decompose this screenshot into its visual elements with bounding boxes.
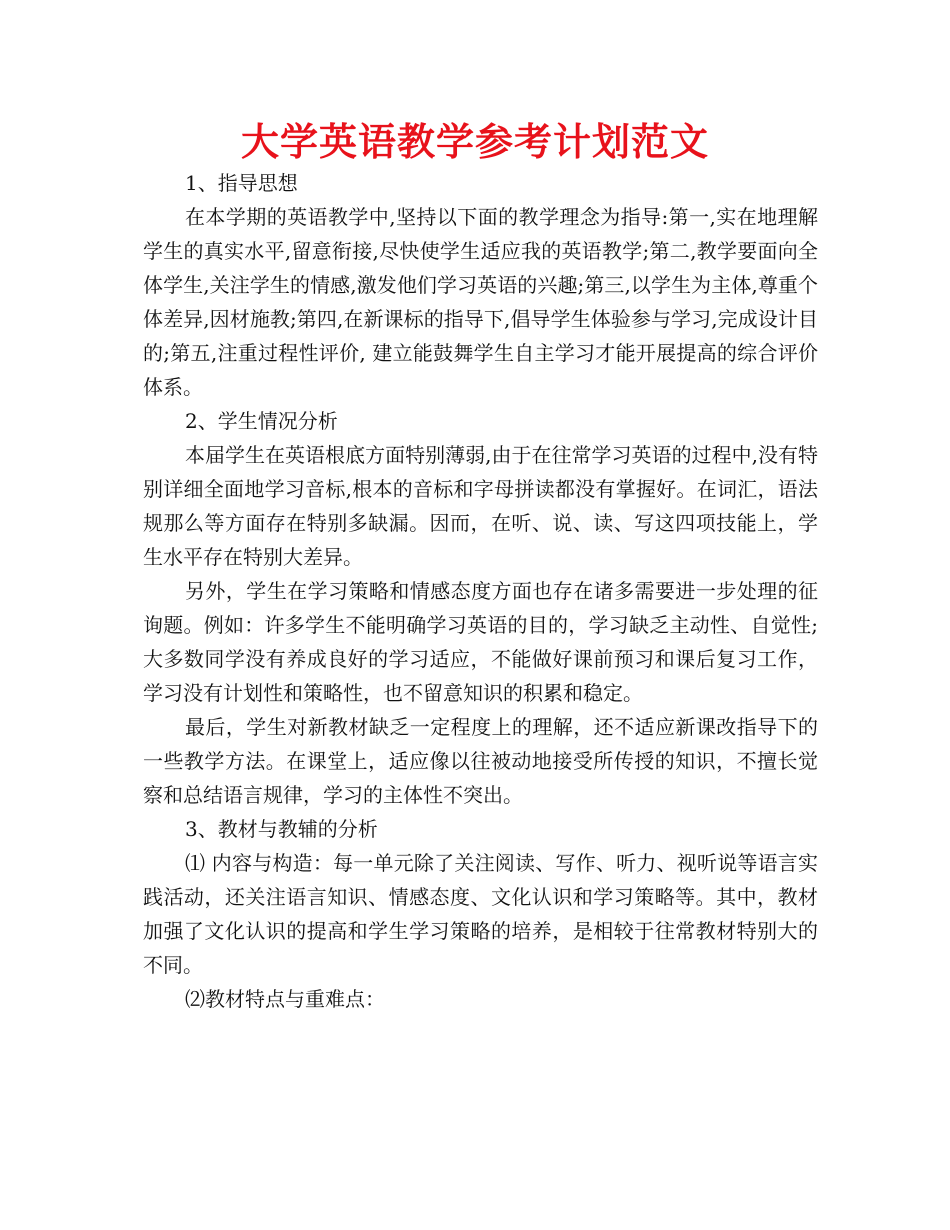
paragraph-content-structure: ⑴ 内容与构造：每一单元除了关注阅读、写作、听力、视听说等语言实践活动，还关注语言知识、情感态度、文化认识和学习策略等。其中，教材加强了文化认识的提高和学生学习策略的培养，是相较于往常教材特别大的不同。 xyxy=(143,851,818,977)
section-heading-guiding-thought: 1、指导思想 xyxy=(185,171,298,195)
section-heading-student-analysis: 2、学生情况分析 xyxy=(185,409,338,433)
section-heading-textbook-analysis: 3、教材与教辅的分析 xyxy=(185,817,378,841)
paragraph-textbook-features: ⑵教材特点与重难点： xyxy=(185,987,385,1011)
paragraph-guiding-thought: 在本学期的英语教学中,坚持以下面的教学理念为指导:第一,实在地理解学生的真实水平,留意衔接,尽快使学生适应我的英语教学;第二,教学要面向全体学生,关注学生的情感,激发他们学习英语的兴趣;第三,以学生为主体,尊重个体差异,因材施教;第四,在新课标的指导下,倡导学生体验参与学习,完成设计目的;第五,注重过程性评价, 建立能鼓舞学生自主学习才能开展提高的综合评价体系。 xyxy=(143,205,818,399)
paragraph-student-foundation: 本届学生在英语根底方面特别薄弱,由于在往常学习英语的过程中,没有特别详细全面地学习音标,根本的音标和字母拼读都没有掌握好。在词汇，语法规那么等方面存在特别多缺漏。因而，在听、说、读、写这四项技能上，学生水平存在特别大差异。 xyxy=(143,443,818,569)
paragraph-student-new-textbook: 最后，学生对新教材缺乏一定程度上的理解，还不适应新课改指导下的一些教学方法。在课堂上，适应像以往被动地接受所传授的知识，不擅长觉察和总结语言规律，学习的主体性不突出。 xyxy=(143,715,818,807)
document-title: 大学英语教学参考计划范文 xyxy=(240,119,709,164)
document-body xyxy=(143,166,818,1016)
paragraph-student-strategy: 另外，学生在学习策略和情感态度方面也存在诸多需要进一步处理的征询题。例如：许多学生不能明确学习英语的目的，学习缺乏主动性、自觉性;大多数同学没有养成良好的学习适应，不能做好课前预习和课后复习工作，学习没有计划性和策略性，也不留意知识的积累和稳定。 xyxy=(143,579,818,705)
